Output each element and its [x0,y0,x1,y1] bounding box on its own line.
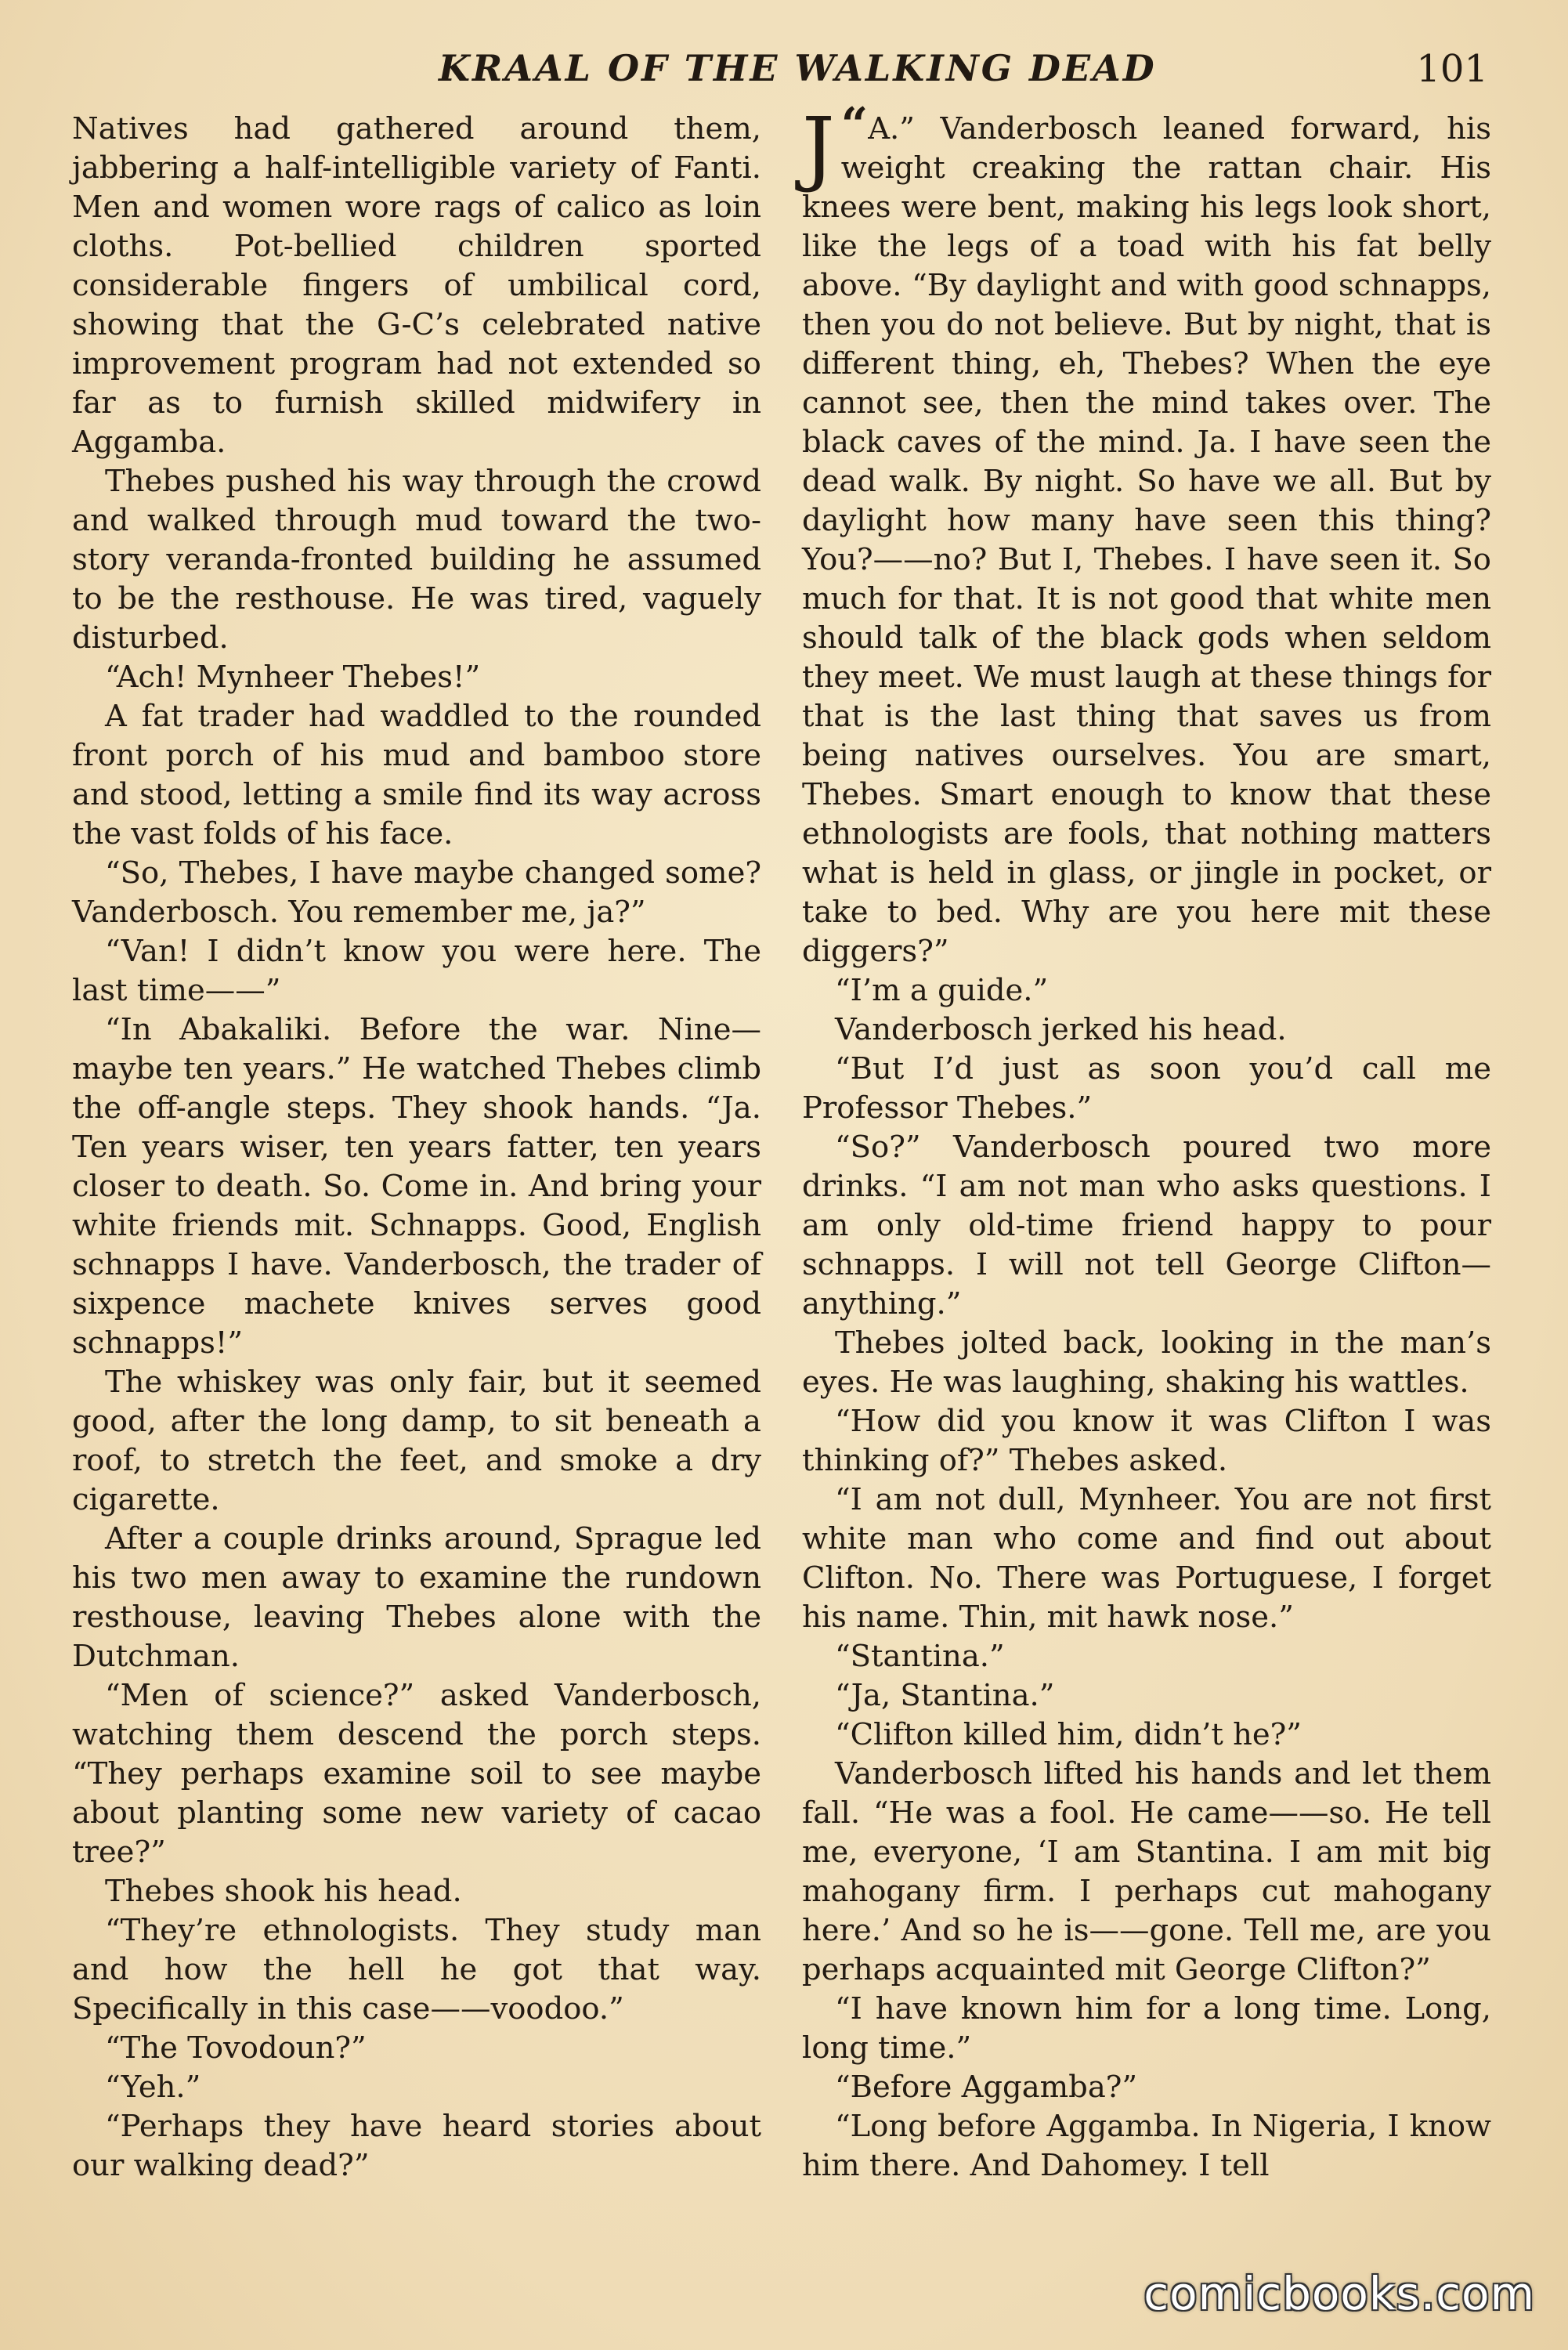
dropcap-quote: “ [840,98,869,153]
paragraph: “How did you know it was Clifton I was thinking of?” Thebes asked. [802,1404,1491,1478]
paragraph: Thebes shook his head. [105,1874,462,1909]
paragraph: “Before Aggamba?” [835,2070,1138,2105]
paragraph: “Men of science?” asked Vanderbosch, watching them descend the porch steps. “They perhaps examine soil to see maybe about planting some new variety of cacao tree?” [72,1678,761,1870]
paragraph: “In Abakaliki. Before the war. Nine—maybe ten years.” He watched Thebes climb the off-angle steps. They shook hands. “Ja. Ten years wiser, ten years fatter, ten years closer to death. So. Come in. And bring your white friends mit. Schnapps. Good, English schnapps I have. Vanderbosch, the trader of sixpence machete knives serves good schnapps!” [72,1012,761,1361]
watermark-logo: comicbooks.com [1143,2267,1535,2320]
paragraph: “Clifton killed him, didn’t he?” [835,1717,1302,1752]
paragraph: “So, Thebes, I have maybe changed some? Vanderbosch. You remember me, ja?” [72,855,761,930]
paragraph: Thebes pushed his way through the crowd and walked through mud toward the two-story veranda-fronted building he assumed to be the resthouse. He was tired, vaguely disturbed. [72,464,761,656]
dropcap-letter: J [802,99,835,195]
paragraph: “Ja, Stantina.” [835,1678,1055,1713]
paragraph: “Long before Aggamba. In Nigeria, I know him there. And Dahomey. I tell [802,2109,1491,2183]
paragraph: “They’re ethnologists. They study man and how the hell he got that way. Specifically in this case——voodoo.” [72,1913,761,2026]
paragraph: “But I’d just as soon you’d call me Professor Thebes.” [802,1051,1491,1126]
paragraph: “Ach! Mynheer Thebes!” [105,660,481,695]
page-header [439,47,1488,102]
paragraph: “I am not dull, Mynheer. You are not first white man who come and find out about Clifton. No. There was Portuguese, I forget his name. Thin, mit hawk nose.” [802,1482,1491,1635]
right-column [802,98,1491,2311]
paragraph: “Yeh.” [105,2070,201,2105]
paragraph: “The Tovodoun?” [105,2030,367,2066]
paragraph: “Van! I didn’t know you were here. The last time——” [72,934,761,1008]
paragraph: Natives had gathered around them, jabbering a half-intelligible variety of Fanti. Men and women wore rags of calico as loin cloths. Pot-bellied children sported considerable fingers of umbilical cord, showing that the G-C’s celebrated native improvement program had not extended so far as to furnish skilled midwifery in Aggamba. [72,111,761,460]
page-number: 101 [1416,47,1488,91]
opening-paragraph [802,98,1491,971]
paragraph: “I have known him for a long time. Long, long time.” [802,1991,1491,2066]
paragraph: “I’m a guide.” [835,973,1049,1008]
opening-paragraph-text: A.” Vanderbosch leaned forward, his weight creaking the rattan chair. His knees were bent, making his legs look short, like the legs of a toad with his fat belly above. “By daylight and with good schnapps, then you do not believe. But by night, that is different thing, eh, Thebes? When the eye cannot see, then the mind takes over. The black caves of the mind. Ja. I have seen the dead walk. By night. So have we all. But by daylight how many have seen this thing? You?——no? But I, Thebes. I have seen it. So much for that. It is not good that white men should talk of the black gods when seldom they meet. We must laugh at these things for that is the last thing that saves us from being natives ourselves. You are smart, Thebes. Smart enough to know that these ethnologists are fools, that nothing matters what is held in glass, or jingle in pocket, or take to bed. Why are you here mit these diggers?” [802,111,1491,969]
paragraph: A fat trader had waddled to the rounded front porch of his mud and bamboo store and stood, letting a smile find its way across the vast folds of his face. [72,699,761,851]
paragraph: “So?” Vanderbosch poured two more drinks. “I am not man who asks questions. I am only old-time friend happy to pour schnapps. I will not tell George Clifton—anything.” [802,1130,1491,1321]
paragraph: Vanderbosch lifted his hands and let them fall. “He was a fool. He came——so. He tell me, everyone, ‘I am Stantina. I am mit big mahogany firm. I perhaps cut mahogany here.’ And so he is——gone. Tell me, are you perhaps acquainted mit George Clifton?” [802,1756,1491,1987]
paragraph: Thebes jolted back, looking in the man’s eyes. He was laughing, shaking his wattles. [802,1325,1491,1400]
left-column [72,110,761,2311]
paragraph: “Perhaps they have heard stories about our walking dead?” [72,2109,761,2183]
running-title: KRAAL OF THE WALKING DEAD [439,47,1157,89]
paragraph: After a couple drinks around, Sprague led his two men away to examine the rundown resthouse, leaving Thebes alone with the Dutchman. [72,1521,761,1674]
paragraph: The whiskey was only fair, but it seemed good, after the long damp, to sit beneath a roof, to stretch the feet, and smoke a dry cigarette. [72,1365,761,1517]
paragraph: Vanderbosch jerked his head. [835,1012,1287,1047]
paragraph: “Stantina.” [835,1639,1005,1674]
